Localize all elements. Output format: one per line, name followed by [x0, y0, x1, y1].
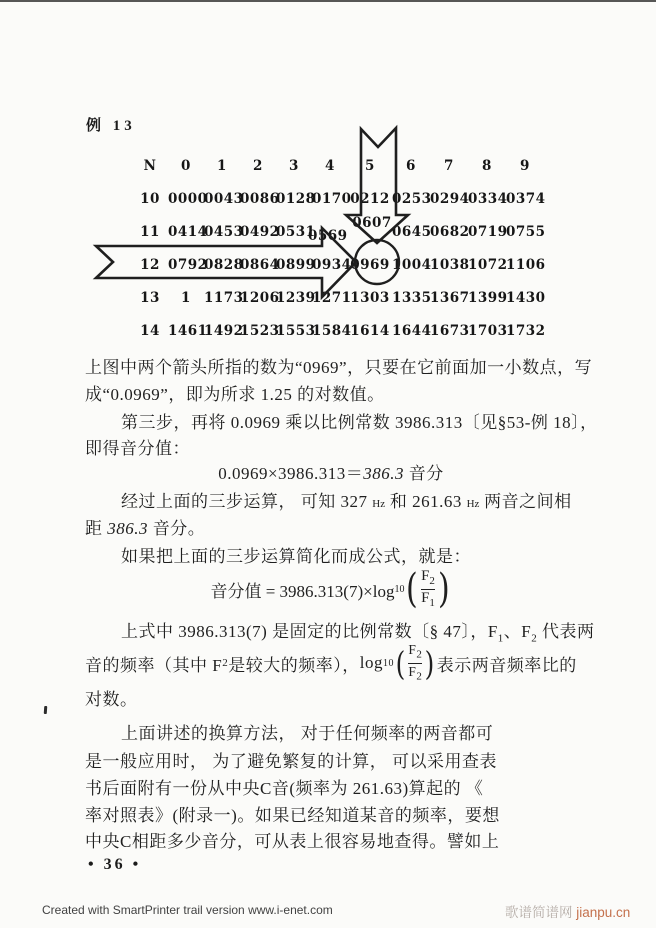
table-cell: 0607: [352, 215, 392, 231]
table-row: [132, 315, 544, 348]
table-header-row: [132, 150, 544, 183]
table-cell: 1492: [204, 323, 244, 339]
table-cell: 0682: [430, 224, 470, 240]
symbol-f: F: [421, 589, 430, 606]
table-cell: 1703: [468, 323, 508, 339]
body-line: 是一般应用时， 为了避免繁复的计算， 可以采用查表: [85, 752, 497, 771]
subscript: 2: [429, 574, 435, 587]
table-cell: 1430: [506, 290, 546, 306]
symbol-f: F: [421, 567, 430, 584]
table-cell: 12: [140, 257, 160, 273]
body-line: 书后面附有一份从中央C音(频率为 261.63)算起的 《: [85, 779, 484, 798]
table-cell: 1367: [430, 290, 470, 306]
table-cell: 0792: [168, 257, 208, 273]
table-cell: 1673: [430, 323, 470, 339]
table-header-cell: 8: [482, 158, 492, 174]
fraction-denominator: [408, 663, 422, 683]
subscript: 1: [497, 632, 504, 645]
body-line: 即得音分值：: [85, 439, 190, 458]
text-run: 经过上面的三步运算， 可知 327: [121, 492, 373, 511]
text-run: 两音之间相: [479, 492, 572, 511]
table-cell: 13: [140, 290, 160, 306]
table-header-cell: 4: [325, 158, 335, 174]
body-line: [85, 641, 595, 685]
table-cell: 1523: [240, 323, 280, 339]
open-paren: (: [406, 566, 419, 612]
site-watermark: [505, 901, 630, 921]
table-cell: 0828: [204, 257, 244, 273]
table-cell: 1072: [468, 257, 508, 273]
log-base: 10: [382, 657, 394, 669]
text-run: 距: [85, 519, 108, 538]
hz-unit: Hz: [466, 498, 480, 510]
table-cell: 1399: [468, 290, 508, 306]
table-cell: 0253: [392, 191, 432, 207]
formula-text: 音分: [404, 464, 444, 483]
table-header-cell: 6: [406, 158, 416, 174]
subscript: 1: [429, 596, 435, 609]
table-cell: 1: [181, 290, 191, 306]
formula-text: 音分值 = 3986.313(7)×log: [210, 581, 395, 601]
table-cell: 10: [140, 191, 160, 207]
site-watermark-name: 歌谱简谱网: [505, 905, 577, 920]
text-run: 代表两: [537, 622, 595, 641]
body-line: [85, 490, 613, 516]
table-header-cell: 0: [181, 158, 191, 174]
log-symbol: log: [359, 653, 383, 672]
table-cell: 1461: [168, 323, 208, 339]
italic-value: 386.3: [107, 519, 148, 538]
table-cell: 0212: [350, 191, 390, 207]
body-line: 第三步，再将 0.0969 乘以比例常数 3986.313〔见§53-例 18〕，: [121, 413, 598, 432]
text-run: 表示两音频率比的: [436, 655, 577, 675]
table-cell: 0899: [276, 257, 316, 273]
text-run: 音分。: [148, 519, 206, 538]
table-cell: 1239: [276, 290, 316, 306]
text-run: 、F: [503, 622, 532, 641]
log-table: [132, 150, 544, 348]
page-number: • 36 •: [88, 856, 142, 873]
table-cell: 0934: [312, 257, 352, 273]
example-label: 例 13: [86, 118, 136, 134]
table-cell: 0755: [506, 224, 546, 240]
table-cell: 1553: [276, 323, 316, 339]
body-line: 对数。: [85, 690, 138, 709]
hz-unit: Hz: [372, 498, 386, 510]
subscript: 2: [222, 657, 229, 669]
frequency-ratio-fraction: [408, 643, 422, 682]
fraction-numerator: [421, 569, 435, 588]
table-cell: 0531: [276, 224, 316, 240]
body-line: 成“0.0969”，即为所求 1.25 的对数值。: [85, 385, 385, 404]
text-run: 和 261.63: [385, 492, 467, 511]
table-cell: 1004: [392, 257, 432, 273]
printer-watermark: Created with SmartPrinter trail version www.i-enet.com: [42, 903, 333, 917]
table-cell: 1335: [392, 290, 432, 306]
table-cell: 1173: [204, 290, 244, 306]
fraction-numerator: [408, 643, 422, 661]
table-cell: 1038: [430, 257, 470, 273]
text-run: 上式中 3986.313(7) 是固定的比例常数〔§ 47〕，F: [121, 622, 498, 641]
table-cell: 1614: [350, 323, 390, 339]
open-paren: (: [395, 643, 406, 683]
table-cell: 0969: [350, 257, 390, 273]
table-cell: 0719: [468, 224, 508, 240]
table-header-cell: 5: [365, 158, 375, 174]
body-line: 中央C相距多少音分，可从表上很容易地查得。譬如上: [85, 832, 500, 851]
text-run: 是较大的频率），: [228, 655, 360, 675]
table-header-cell: 1: [217, 158, 227, 174]
table-cell: 0569: [308, 228, 348, 244]
table-cell: 0294: [430, 191, 470, 207]
body-line: 率对照表》(附录一)。如果已经知道某音的频率，要想: [85, 806, 500, 825]
table-cell: 0453: [204, 224, 244, 240]
subscript: 2: [416, 670, 423, 683]
body-line: 上面讲述的换算方法， 对于任何频率的两音都可: [121, 724, 494, 743]
formula-cents-general: [85, 566, 577, 612]
table-header-cell: 3: [289, 158, 299, 174]
table-row: [132, 216, 544, 249]
table-cell: 1584: [312, 323, 352, 339]
table-header-cell: 9: [520, 158, 530, 174]
site-watermark-url: jianpu.cn: [576, 905, 631, 920]
table-cell: 1106: [506, 257, 546, 273]
table-cell: 1644: [392, 323, 432, 339]
table-header-cell: 7: [444, 158, 454, 174]
table-cell: 0864: [240, 257, 280, 273]
formula-cents-result: [85, 462, 577, 486]
table-cell: 0334: [468, 191, 508, 207]
fraction-denominator: [421, 589, 435, 610]
table-cell: 0043: [204, 191, 244, 207]
table-cell: 0086: [240, 191, 280, 207]
table-cell: 0128: [276, 191, 316, 207]
symbol-f: F: [408, 642, 417, 658]
frequency-ratio-fraction: [421, 569, 435, 609]
ink-speck: [44, 706, 48, 714]
scan-top-border: [0, 0, 656, 2]
subscript: 2: [531, 632, 538, 645]
symbol-f: F: [408, 663, 417, 679]
close-paren: ): [437, 566, 450, 612]
table-row: [132, 249, 544, 282]
body-line: 上图中两个箭头所指的数为“0969”，只要在它前面加一小数点，写: [85, 358, 593, 377]
body-line: 如果把上面的三步运算简化而成公式，就是：: [121, 547, 471, 566]
formula-italic-value: 386.3: [363, 464, 405, 483]
body-line: [85, 517, 577, 541]
log-base: 10: [394, 583, 405, 595]
table-cell: 1303: [350, 290, 390, 306]
text-run: 音的频率（其中 F: [85, 655, 223, 675]
table-cell: 11: [140, 224, 160, 240]
subscript: 2: [416, 648, 423, 661]
formula-text: 0.0969×3986.313＝: [218, 464, 364, 483]
table-cell: 0374: [506, 191, 546, 207]
table-cell: 14: [140, 323, 160, 339]
table-row: [132, 282, 544, 315]
table-row: [132, 183, 544, 216]
table-cell: 1271: [312, 290, 352, 306]
table-header-cell: N: [143, 158, 157, 174]
table-header-cell: 2: [253, 158, 263, 174]
table-cell: 1732: [506, 323, 546, 339]
table-cell: 0645: [392, 224, 432, 240]
table-cell: 1206: [240, 290, 280, 306]
table-cell: 0492: [240, 224, 280, 240]
table-cell: 0000: [168, 191, 208, 207]
table-cell: 0414: [168, 224, 208, 240]
close-paren: ): [425, 643, 436, 683]
table-cell: 0170: [312, 191, 352, 207]
